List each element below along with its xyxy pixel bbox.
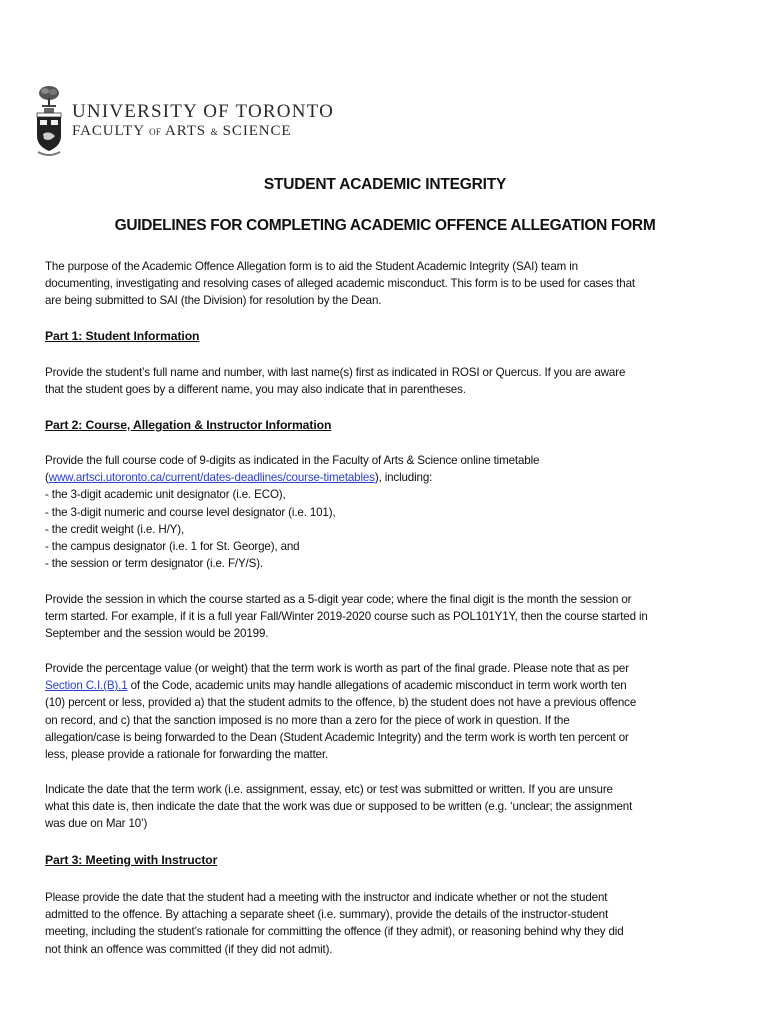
percentage-paragraph: Provide the percentage value (or weight) that the term work is worth as part of the final grade. Please note that as per Section C.I.(B).1 of the Code, academic units may handle allegations of academic misconduct in term work worth ten (10) percent or less, provided a) that the student admits to the offence, b) the student does not have a previous offence on record, and c) that the sanction imposed is no more than a zero for the piece of work in question. If the allegation/case is being forwarded to the Dean (Student Academic Integrity) and the term work is worth ten percent or less, please provide a rationale for forwarding the matter. <box>45 662 637 762</box>
part3-paragraph: Please provide the date that the student had a meeting with the instructor and indicate whether or not the student admitted to the offence. By attaching a separate sheet (i.e. summary), provide the details of the instructor-student meeting, including the student’s rationale for committing the offence (if they admit), or reasoning behind why they did not think an offence was committed (if they did not admit). <box>45 891 624 956</box>
part1-paragraph: Provide the student’s full name and number, with last name(s) first as indicated in ROSI or Quercus. If you are aware that the student goes by a different name, you may also indicate that in parentheses. <box>45 366 626 397</box>
intro-paragraph: The purpose of the Academic Offence Allegation form is to aid the Student Academic Integrity (SAI) team in documenting, investigating and resolving cases of alleged academic misconduct. This form is to be used for cases that are being submitted to SAI (the Division) for resolution by the Dean. <box>45 260 635 308</box>
university-crest-icon <box>34 84 64 160</box>
part2-heading: Part 2: Course, Allegation & Instructor Information <box>45 418 332 432</box>
part1-heading: Part 1: Student Information <box>45 329 200 343</box>
session-paragraph: Provide the session in which the course started as a 5-digit year code; where the final digit is the month the session or term started. For example, if it is a full year Fall/Winter 2019-2020 course such as POL101Y1Y, then the course started in September and the session would be 20199. <box>45 593 648 641</box>
document-subtitle: GUIDELINES FOR COMPLETING ACADEMIC OFFENCE ALLEGATION FORM <box>114 217 656 234</box>
part3-heading: Part 3: Meeting with Instructor <box>45 853 218 867</box>
course-code-paragraph: Provide the full course code of 9-digits as indicated in the Faculty of Arts & Science online timetable (www.artsci.utoronto.ca/current/dates-deadlines/course-timetables), including: - the 3-digit academic unit designator (i.e. ECO), - the 3-digit numeric and course level designator (i.e. 101), - the credit weight (i.e. H/Y), - the campus designator (i.e. 1 for St. George), and - the session or term designator (i.e. F/Y/S). <box>45 452 730 572</box>
list-item: - the credit weight (i.e. H/Y), <box>45 522 185 536</box>
university-wordmark <box>72 101 334 142</box>
list-item: - the 3-digit academic unit designator (i.e. ECO), <box>45 488 286 502</box>
document-title: STUDENT ACADEMIC INTEGRITY <box>263 176 507 193</box>
university-name: UNIVERSITY OF TORONTO <box>72 100 335 122</box>
code-section-link[interactable]: Section C.I.(B).1 <box>45 679 128 693</box>
date-paragraph: Indicate the date that the term work (i.e. assignment, essay, etc) or test was submitted or written. If you are unsure what this date is, then indicate the date that the work was due or supposed to be written (e.g. ‘unclear; the assignment was due on Mar 10’) <box>45 783 633 831</box>
university-logo <box>34 84 334 160</box>
course-timetables-link[interactable]: www.artsci.utoronto.ca/current/dates-deadlines/course-timetables <box>48 471 375 485</box>
faculty-name: FACULTY OF ARTS & SCIENCE <box>72 122 292 139</box>
list-item: - the session or term designator (i.e. F/Y/S). <box>45 557 263 571</box>
list-item: - the 3-digit numeric and course level designator (i.e. 101), <box>45 505 336 519</box>
list-item: - the campus designator (i.e. 1 for St. George), and <box>45 540 300 554</box>
